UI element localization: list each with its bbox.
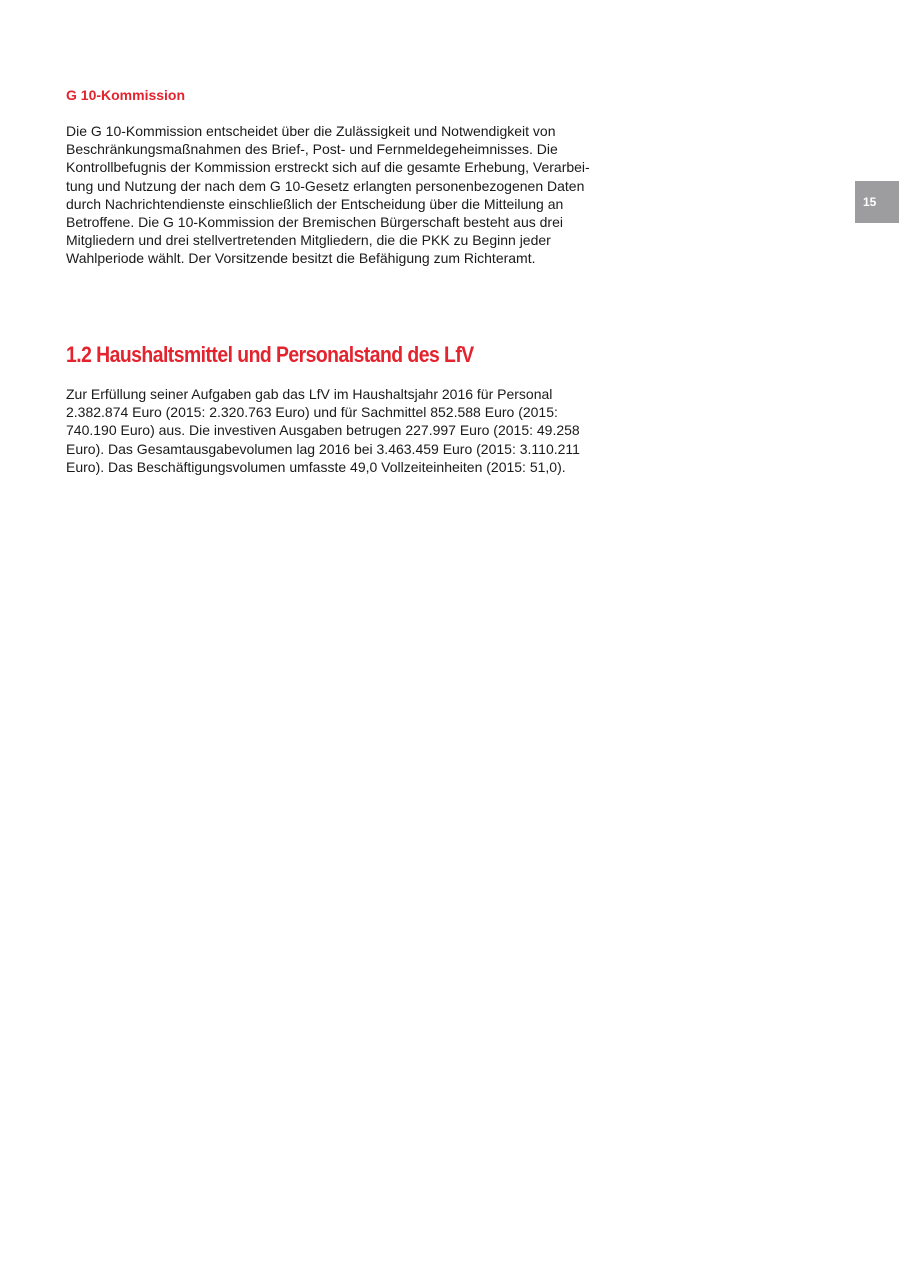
paragraph-line: Zur Erfüllung seiner Aufgaben gab das LfV im Haushaltsjahr 2016 für Personal [66, 386, 553, 402]
paragraph-line: Die G 10-Kommission entscheidet über die Zulässigkeit und Notwendigkeit von [66, 123, 556, 139]
paragraph-line: tung und Nutzung der nach dem G 10-Gesetz erlangten personenbezogenen Daten [66, 177, 585, 194]
page-number-tab [855, 181, 899, 223]
paragraph-line: Wahlperiode wählt. Der Vorsitzende besitzt die Befähigung zum Richteramt. [66, 250, 536, 267]
page-number: 15 [863, 195, 877, 209]
paragraph-line: Euro). Das Beschäftigungsvolumen umfasste 49,0 Vollzeiteinheiten (2015: 51,0). [66, 458, 566, 475]
paragraph-line: Kontrollbefugnis der Kommission erstreckt sich auf die gesamte Erhebung, Verarbei- [66, 159, 590, 176]
paragraph-line: Betroffene. Die G 10-Kommission der Bremischen Bürgerschaft besteht aus drei [66, 214, 563, 231]
g10-kommission-heading: G 10-Kommission [66, 87, 186, 103]
haushaltsmittel-paragraph [66, 385, 611, 476]
paragraph-line: Beschränkungsmaßnahmen des Brief-, Post- und Fernmeldegeheimnisses. Die [66, 141, 558, 158]
paragraph-line: 740.190 Euro) aus. Die investiven Ausgaben betrugen 227.997 Euro (2015: 49.258 [66, 422, 580, 439]
paragraph-line: 2.382.874 Euro (2015: 2.320.763 Euro) und für Sachmittel 852.588 Euro (2015: [66, 404, 558, 421]
section-heading-haushaltsmittel: 1.2 Haushaltsmittel und Personalstand des LfV [66, 342, 474, 367]
paragraph-line: Euro). Das Gesamtausgabevolumen lag 2016 bei 3.463.459 Euro (2015: 3.110.211 [66, 440, 580, 457]
paragraph-line: Mitgliedern und drei stellvertretenden Mitgliedern, die die PKK zu Beginn jeder [66, 232, 551, 249]
paragraph-line: durch Nachrichtendienste einschließlich der Entscheidung über die Mitteilung an [66, 195, 564, 212]
g10-kommission-paragraph [66, 122, 611, 268]
